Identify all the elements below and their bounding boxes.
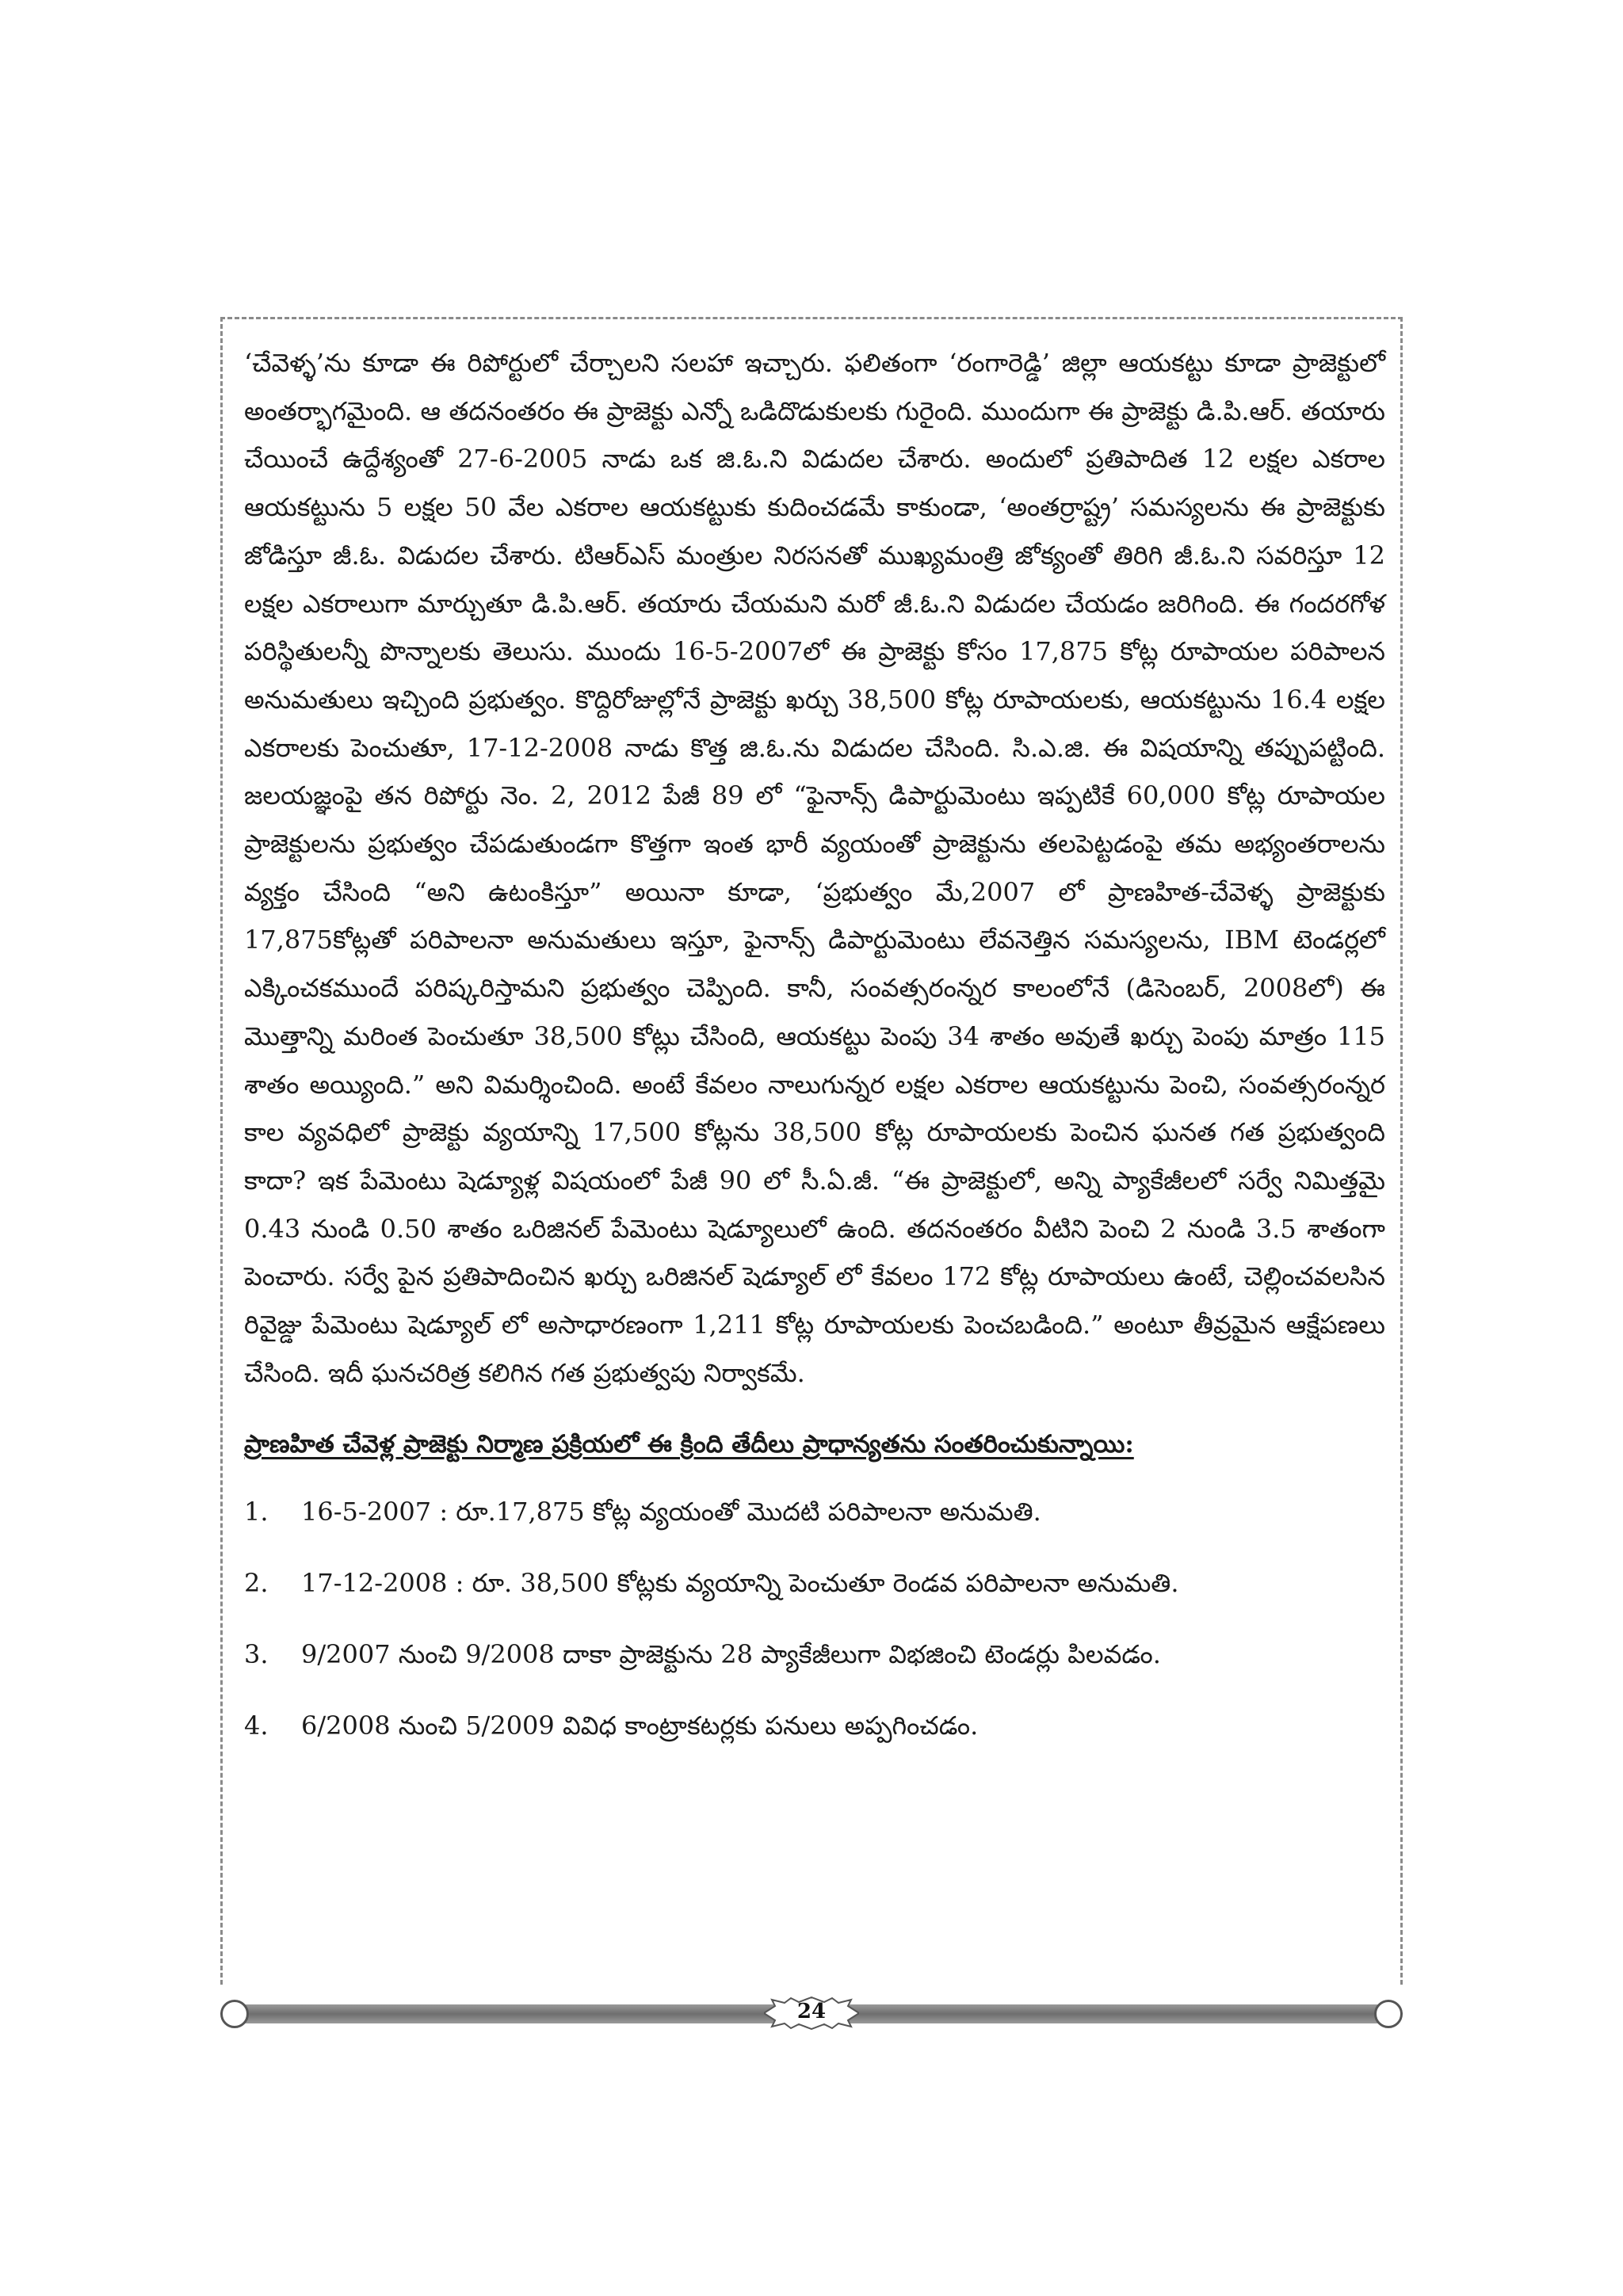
list-item (244, 1476, 1385, 1547)
list-item-text: 17-12-2008 : రూ. 38,500 కోట్లకు వ్యయాన్ని పెంచుతూ రెండవ పరిపాలనా అనుమతి. (301, 1568, 1179, 1599)
body-paragraph: ‘చేవెళ్ళ’ను కూడా ఈ రిపోర్టులో చేర్చాలని సలహా ఇచ్చారు. ఫలితంగా ‘రంగారెడ్డి’ జిల్లా ఆయకట్టు కూడా ప్రాజెక్టులో అంతర్భాగమైంది. ఆ తదనంతరం ఈ ప్రాజెక్టు ఎన్నో ఒడిదొడుకులకు గురైంది. ముందుగా ఈ ప్రాజెక్టు డి.పి.ఆర్. తయారు చేయించే ఉద్దేశ్యంతో 27-6-2005 నాడు ఒక జి.ఓ.ని విడుదల చేశారు. అందులో ప్రతిపాదిత 12 లక్షల ఎకరాల ఆయకట్టును 5 లక్షల 50 వేల ఎకరాల ఆయకట్టుకు కుదించడమే కాకుండా, ‘అంతర్రాష్ట్ర’ సమస్యలను ఈ ప్రాజెక్టుకు జోడిస్తూ జీ.ఓ. విడుదల చేశారు. టిఆర్ఎస్ మంత్రుల నిరసనతో ముఖ్యమంత్రి జోక్యంతో తిరిగి జీ.ఓ.ని సవరిస్తూ 12 లక్షల ఎకరాలుగా మార్చుతూ డి.పి.ఆర్. తయారు చేయమని మరో జీ.ఓ.ని విడుదల చేయడం జరిగింది. ఈ గందరగోళ పరిస్థితులన్నీ పొన్నాలకు తెలుసు. ముందు 16-5-2007లో ఈ ప్రాజెక్టు కోసం 17,875 కోట్ల రూపాయల పరిపాలన అనుమతులు ఇచ్చింది ప్రభుత్వం. కొద్దిరోజుల్లోనే ప్రాజెక్టు ఖర్చు 38,500 కోట్ల రూపాయలకు, ఆయకట్టును 16.4 లక్షల ఎకరాలకు పెంచుతూ, 17-12-2008 నాడు కొత్త జి.ఓ.ను విడుదల చేసింది. సి.ఎ.జి. ఈ విషయాన్ని తప్పుపట్టింది. జలయజ్ఞంపై తన రిపోర్టు నెం. 2, 2012 పేజీ 89 లో “ఫైనాన్స్ డిపార్టుమెంటు ఇప్పటికే 60,000 కోట్ల రూపాయల ప్రాజెక్టులను ప్రభుత్వం చేపడుతుండగా కొత్తగా ఇంత భారీ వ్యయంతో ప్రాజెక్టును తలపెట్టడంపై తమ అభ్యంతరాలను వ్యక్తం చేసింది “అని ఉటంకిస్తూ” అయినా కూడా, ‘ప్రభుత్వం మే,2007 లో ప్రాణహిత-చేవెళ్ళ ప్రాజెక్టుకు 17,875కోట్లతో పరిపాలనా అనుమతులు ఇస్తూ, ఫైనాన్స్ డిపార్టుమెంటు లేవనెత్తిన సమస్యలను, IBM టెండర్లలో ఎక్కించకముందే పరిష్కరిస్తామని ప్రభుత్వం చెప్పింది. కానీ, సంవత్సరంన్నర కాలంలోనే (డిసెంబర్, 2008లో) ఈ మొత్తాన్ని మరింత పెంచుతూ 38,500 కోట్లు చేసింది, ఆయకట్టు పెంపు 34 శాతం అవుతే ఖర్చు పెంపు మాత్రం 115 శాతం అయ్యింది.” అని విమర్శించింది. అంటే కేవలం నాలుగున్నర లక్షల ఎకరాల ఆయకట్టును పెంచి, సంవత్సరంన్నర కాల వ్యవధిలో ప్రాజెక్టు వ్యయాన్ని 17,500 కోట్లను 38,500 కోట్ల రూపాయలకు పెంచిన ఘనత గత ప్రభుత్వంది కాదా? ఇక పేమెంటు షెడ్యూళ్ల విషయంలో పేజీ 90 లో సీ.ఏ.జీ. “ఈ ప్రాజెక్టులో, అన్ని ప్యాకేజీలలో సర్వే నిమిత్తమై 0.43 నుండి 0.50 శాతం ఒరిజినల్ పేమెంటు షెడ్యూలులో ఉంది. తదనంతరం వీటిని పెంచి 2 నుండి 3.5 శాతంగా పెంచారు. సర్వే పైన ప్రతిపాదించిన ఖర్చు ఒరిజినల్ షెడ్యూల్ లో కేవలం 172 కోట్ల రూపాయలు ఉంటే, చెల్లించవలసిన రివైజ్డు పేమెంటు షెడ్యూల్ లో అసాధారణంగా 1,211 కోట్ల రూపాయలకు పెంచబడింది.” అంటూ తీవ్రమైన ఆక్షేపణలు చేసింది. ఇదీ ఘనచరిత్ర కలిగిన గత ప్రభుత్వపు నిర్వాకమే. (244, 348, 1385, 1388)
footer-left-circle (220, 2000, 249, 2028)
list-item-text: 16-5-2007 : రూ.17,875 కోట్ల వ్యయంతో మొదటి పరిపాలనా అనుమతి. (301, 1497, 1041, 1527)
page-content (244, 339, 1385, 1761)
page-footer (220, 2000, 1403, 2028)
list-item-text: 9/2007 నుంచి 9/2008 దాకా ప్రాజెక్టును 28 ప్యాకేజీలుగా విభజించి టెండర్లు పిలవడం. (301, 1639, 1161, 1670)
list-item-number: 3. (244, 1639, 269, 1670)
list-item-number: 2. (244, 1568, 269, 1599)
list-item (244, 1690, 1385, 1761)
list-item (244, 1619, 1385, 1690)
footer-right-circle (1374, 2000, 1403, 2028)
list-item-number: 1. (244, 1497, 269, 1527)
list-item-number: 4. (244, 1711, 269, 1741)
page-number-badge (764, 1997, 859, 2030)
list-item-text: 6/2008 నుంచి 5/2009 వివిధ కాంట్రాకటర్లకు పనులు అప్పగించడం. (301, 1711, 979, 1741)
list-item (244, 1547, 1385, 1619)
section-heading: ప్రాణహిత చేవెళ్ల ప్రాజెక్టు నిర్మాణ ప్రక్రియలో ఈ క్రింది తేదీలు ప్రాధాన్యతను సంతరించుకున్నాయి: (244, 1430, 1134, 1459)
page-number: 24 (796, 2000, 827, 2023)
milestone-list (244, 1476, 1385, 1761)
